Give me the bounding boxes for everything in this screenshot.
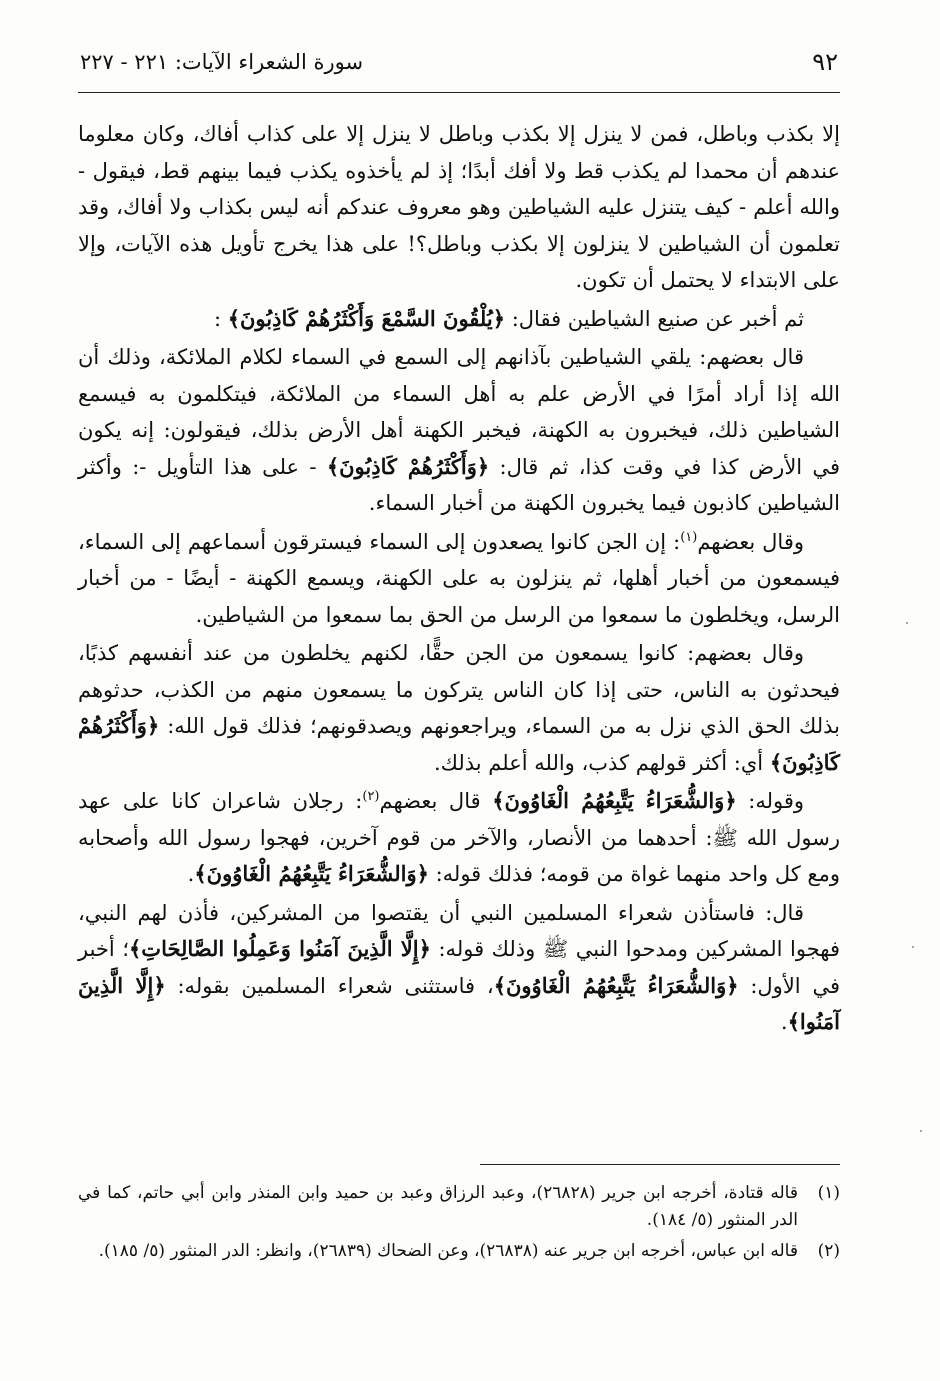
paragraph-7 (78, 895, 840, 1041)
footnote-text: قاله قتادة، أخرجه ابن جرير (٢٦٨٢٨)، وعبد الرزاق وعبد بن حميد وابن المنذر وابن أبي حاتم، كما في الدر المنثور (٥/ ١٨٤). (78, 1183, 798, 1230)
quran-verse: ﴿وَالشُّعَرَاءُ يَتَّبِعُهُمُ الْغَاوُونَ﴾ (493, 972, 739, 998)
paragraph-6-a: وقوله: (748, 789, 805, 813)
paragraph-2-text: ثم أخبر عن صنيع الشياطين فقال: (511, 306, 804, 331)
main-text (78, 116, 840, 1041)
paragraph-7-a: قال: فاستأذن شعراء المسلمين النبي أن يقتصوا من المشركين، فأذن لهم النبي، فهجوا المشركين ومدحوا النبي ﷺ وذلك قوله: (78, 900, 841, 961)
paragraph-4 (78, 524, 840, 634)
page-number: ٩٢ (812, 48, 838, 76)
footnote (78, 1180, 840, 1234)
paragraph-4-b: : إن الجن كانوا يصعدون إلى السماء فيسترقون أسماعهم إلى السماء، فيسمعون من أخبار أهلها، ثم ينزلون به على الكهنة، ويسمع الكهنة - أيضًا - من أخبار الرسل، ويخلطون ما سمعوا من الرسل من الحق بما سمعوا من الشياطين. (78, 529, 840, 627)
scan-speck (906, 622, 908, 624)
scan-speck (920, 1130, 922, 1132)
footnote-number: (١) (817, 1183, 840, 1203)
paragraph-4-a: وقال بعضهم (697, 529, 804, 554)
paragraph-6-b: قال بعضهم (379, 789, 481, 813)
paragraph-7-end: . (780, 1010, 788, 1034)
paragraph-6-c: : رجلان شاعران كانا على عهد رسول الله ﷺ: أحدهما من الأنصار، والآخر من قوم آخرين، فهجوا رسول الله وأصحابه ومع كل واحد منهما غواة من قومه؛ فذلك قوله: (78, 789, 840, 886)
paragraph-7-b: ؛ أخبر في الأول: (78, 937, 840, 998)
paragraph-5-end: أي: أكثر قولهم كذب، والله أعلم بذلك. (433, 750, 764, 775)
running-title: سورة الشعراء الآيات: ٢٢١ - ٢٢٧ (80, 50, 364, 74)
paragraph-5 (78, 635, 840, 781)
footnote-divider (480, 1164, 840, 1165)
quran-verse: ﴿وَالشُّعَرَاءُ يَتَّبِعُهُمُ الْغَاوُونَ﴾ (492, 788, 737, 813)
footnote-number: (٢) (817, 1241, 840, 1261)
quran-verse: ﴿إِلَّا الَّذِينَ آمَنُوا وَعَمِلُوا الصَّالِحَاتِ﴾ (129, 936, 431, 961)
paragraph-2-end: : (213, 306, 222, 331)
footnotes (78, 1180, 840, 1269)
footnote (78, 1238, 840, 1265)
footnote-text: قاله ابن عباس، أخرجه ابن جرير عنه (٢٦٨٣٨)، وعن الضحاك (٢٦٨٣٩)، وانظر: الدر المنثور (٥/ ١٨٥). (98, 1241, 798, 1261)
paragraph-5-text: وقال بعضهم: كانوا يسمعون من الجن حقًّا، لكنهم يخلطون من عند أنفسهم كذبًا، فيحدثون به الناس، حتى إذا كان الناس يتركون ما يسمعون منهم من الكذب، حدثوهم بذلك الحق الذي نزل به من السماء، ويراجعونهم ويصدقونهم؛ فذلك قول الله: (78, 641, 840, 738)
quran-verse: ﴿وَأَكْثَرُهُمْ كَاذِبُونَ﴾ (78, 713, 840, 775)
quran-verse: ﴿يُلْقُونَ السَّمْعَ وَأَكْثَرُهُمْ كَاذِبُونَ﴾ (227, 305, 506, 331)
footnote-ref-2[interactable]: (٢) (362, 789, 380, 804)
paragraph-3-text-b: - على هذا التأويل -: وأكثر الشياطين كاذبون فيما يخبرون الكهنة من أخبار السماء. (78, 454, 840, 515)
paragraph-6 (78, 783, 840, 893)
quran-verse: ﴿إِلَّا الَّذِينَ آمَنُوا﴾ (78, 972, 840, 1034)
paragraph-3-text-a: قال بعضهم: يلقي الشياطين بآذانهم إلى السمع في السماء لكلام الملائكة، وذلك أن الله إذا أراد أمرًا في الأرض علم به أهل السماء من الملائكة، فيتكلمون به فيسمع الشياطين ذلك، فيخبرون به الكهنة، فيخبر الكهنة أهل الأرض بذلك، فيقولون: إنه يكون في الأرض كذا في وقت كذا، ثم قال: (78, 345, 840, 479)
scan-speck (912, 946, 914, 948)
paragraph-7-c: ، فاستثنى شعراء المسلمين بقوله: (177, 973, 494, 998)
quran-verse: ﴿وَأَكْثَرُهُمْ كَاذِبُونَ﴾ (326, 453, 490, 479)
paragraph-2 (78, 301, 840, 338)
paragraph-6-end: . (187, 862, 195, 886)
paragraph-3 (78, 339, 840, 522)
quran-verse: ﴿وَالشُّعَرَاءُ يَتَّبِعُهُمُ الْغَاوُونَ﴾ (194, 861, 429, 886)
footnote-ref-1[interactable]: (١) (680, 529, 698, 545)
paragraph-1: إلا بكذب وباطل، فمن لا ينزل إلا بكذب وباطل لا ينزل إلا على كذاب أفاك، وكان معلوما عندهم أن محمدا لم يكذب قط ولا أفك أبدًا؛ إذ لم يأخذوه يكذب فيما بينهم قط، فيقول - والله أعلم - كيف يتنزل عليه الشياطين وهو معروف عندكم أنه ليس بكذاب ولا أفاك، وقد تعلمون أن الشياطين لا ينزلون إلا بكذب وباطل؟! على هذا يخرج تأويل هذه الآيات، وإلا على الابتداء لا يحتمل أن تكون. (78, 122, 840, 292)
page-header (78, 46, 840, 93)
